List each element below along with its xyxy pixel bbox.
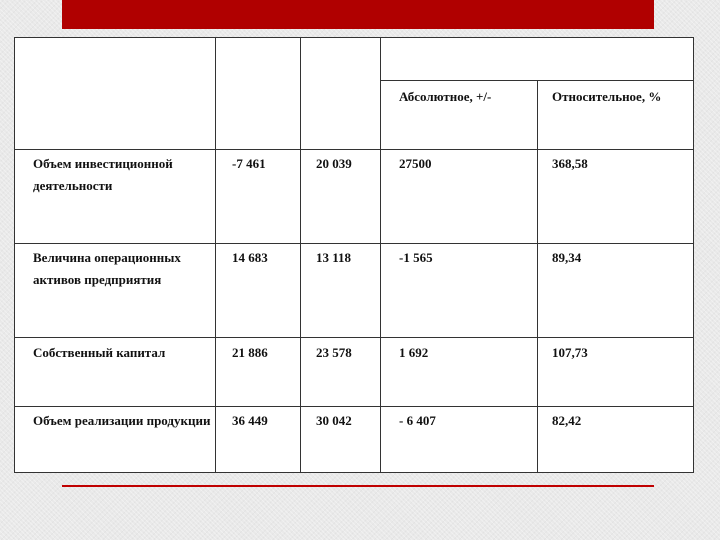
row-value-col1: -7 461 [232, 156, 266, 171]
row-value-relative: 368,58 [552, 156, 588, 171]
row-label: Объем инвестиционной деятельности [33, 156, 173, 193]
row-divider [15, 337, 693, 338]
row-value-relative: 82,42 [552, 413, 582, 428]
row-value-absolute: - 6 407 [399, 413, 436, 428]
column-divider [537, 80, 538, 472]
row-label: Величина операционных активов предприятия [33, 250, 181, 287]
row-value-col1: 36 449 [232, 413, 268, 428]
row-divider [15, 149, 693, 150]
row-divider [380, 80, 693, 81]
row-label: Объем реализации продукции [33, 413, 211, 428]
footer-rule [62, 485, 654, 487]
row-value-absolute: -1 565 [399, 250, 433, 265]
row-divider [15, 406, 693, 407]
data-table [14, 37, 694, 473]
row-value-col1: 14 683 [232, 250, 268, 265]
row-value-absolute: 27500 [399, 156, 432, 171]
title-accent-bar [62, 0, 654, 29]
row-value-col2: 30 042 [316, 413, 352, 428]
row-value-col2: 23 578 [316, 345, 352, 360]
row-value-relative: 89,34 [552, 250, 582, 265]
header-absolute: Абсолютное, +/- [399, 89, 492, 104]
row-value-relative: 107,73 [552, 345, 588, 360]
row-value-col1: 21 886 [232, 345, 268, 360]
row-divider [15, 243, 693, 244]
row-label: Собственный капитал [33, 345, 166, 360]
row-value-col2: 13 118 [316, 250, 352, 265]
row-value-col2: 20 039 [316, 156, 352, 171]
header-relative: Относительное, % [552, 89, 662, 104]
row-value-absolute: 1 692 [399, 345, 429, 360]
